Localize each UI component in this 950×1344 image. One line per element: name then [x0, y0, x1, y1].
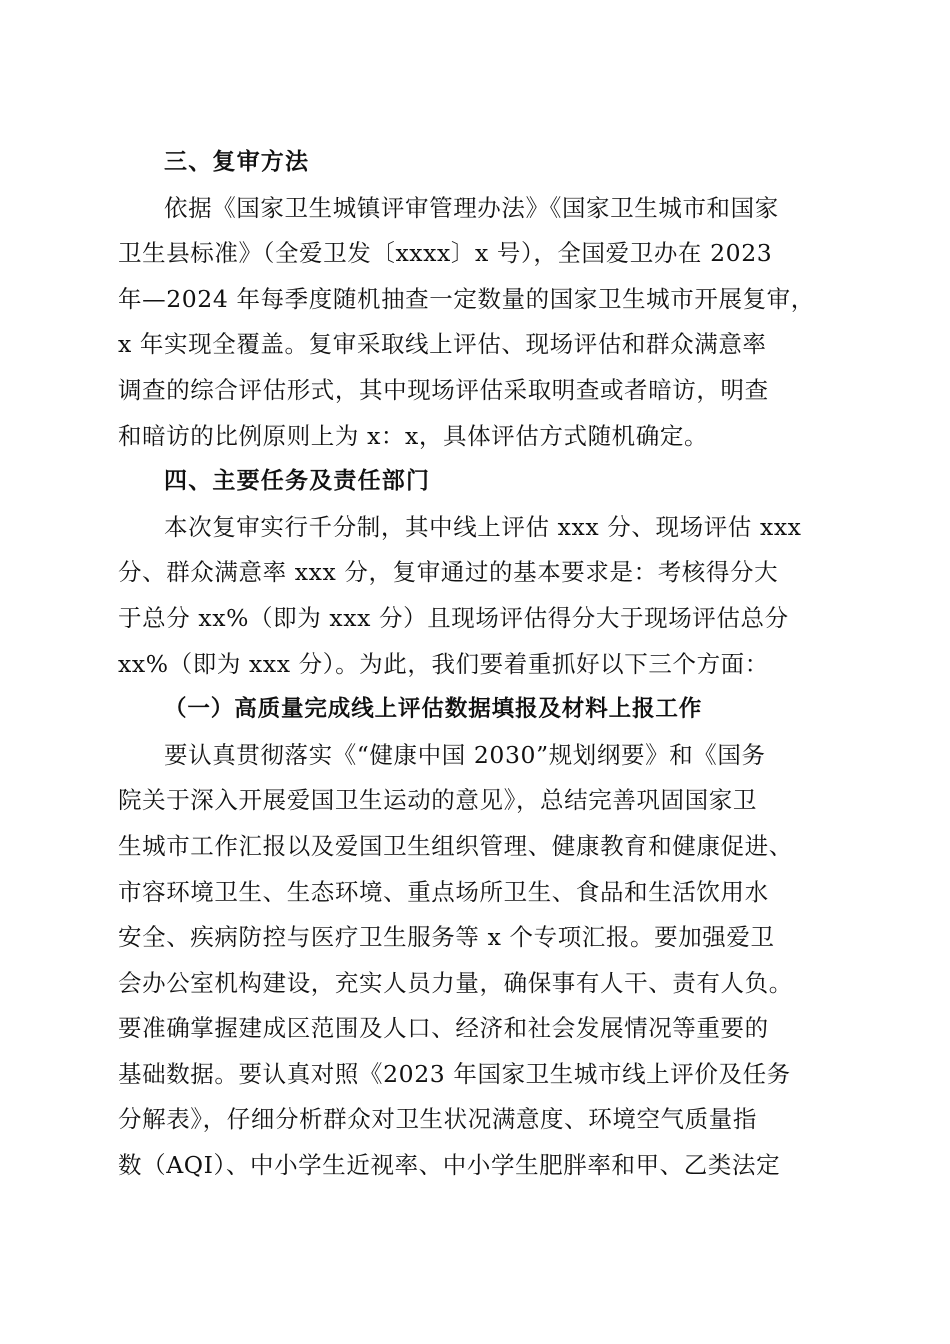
paragraph-line: 和暗访的比例原则上为 x：x，具体评估方式随机确定。 [118, 421, 709, 450]
paragraph-line: 于总分 xx%（即为 xxx 分）且现场评估得分大于现场评估总分 [118, 603, 789, 632]
section-heading-review-method: 三、复审方法 [164, 149, 310, 175]
paragraph-main-tasks [118, 505, 828, 687]
paragraph-line: 要认真贯彻落实《“健康中国 2030”规划纲要》和《国务 [164, 740, 766, 769]
paragraph-line: 调查的综合评估形式，其中现场评估采取明查或者暗访，明查 [118, 375, 769, 404]
paragraph-line: 生城市工作汇报以及爱国卫生组织管理、健康教育和健康促进、 [118, 831, 793, 860]
paragraph-line: 要准确掌握建成区范围及人口、经济和社会发展情况等重要的 [118, 1014, 769, 1043]
paragraph-line: 院关于深入开展爱国卫生运动的意见》，总结完善巩固国家卫 [118, 786, 757, 815]
paragraph-line: 基础数据。要认真对照《2023 年国家卫生城市线上评价及任务 [118, 1059, 791, 1088]
document-body [118, 140, 828, 1189]
paragraph-line: 数（AQI）、中小学生近视率、中小学生肥胖率和甲、乙类法定 [118, 1151, 781, 1180]
paragraph-line: x 年实现全覆盖。复审采取线上评估、现场评估和群众满意率 [118, 330, 767, 359]
paragraph-line: 分解表》，仔细分析群众对卫生状况满意度、环境空气质量指 [118, 1105, 757, 1134]
paragraph-line: 市容环境卫生、生态环境、重点场所卫生、食品和生活饮用水 [118, 877, 769, 906]
paragraph-line: 年—2024 年每季度随机抽查一定数量的国家卫生城市开展复审， [118, 284, 815, 313]
paragraph-line: 分、群众满意率 xxx 分，复审通过的基本要求是：考核得分大 [118, 558, 779, 587]
paragraph-line: 安全、疾病防控与医疗卫生服务等 x 个专项汇报。要加强爱卫 [118, 923, 775, 952]
paragraph-review-method [118, 186, 828, 460]
paragraph-online-evaluation [118, 733, 828, 1189]
paragraph-line: 卫生县标准》（全爱卫发〔xxxx〕x 号），全国爱卫办在 2023 [118, 239, 773, 268]
paragraph-line: 会办公室机构建设，充实人员力量，确保事有人干、责有人负。 [118, 968, 793, 997]
paragraph-line: xx%（即为 xxx 分）。为此，我们要着重抓好以下三个方面： [118, 649, 769, 678]
section-heading-main-tasks: 四、主要任务及责任部门 [164, 468, 431, 495]
paragraph-line: 依据《国家卫生城镇评审管理办法》《国家卫生城市和国家 [164, 193, 779, 222]
paragraph-line: 本次复审实行千分制，其中线上评估 xxx 分、现场评估 xxx [164, 512, 802, 541]
subsection-heading-online-evaluation: （一）高质量完成线上评估数据填报及材料上报工作 [164, 696, 703, 723]
